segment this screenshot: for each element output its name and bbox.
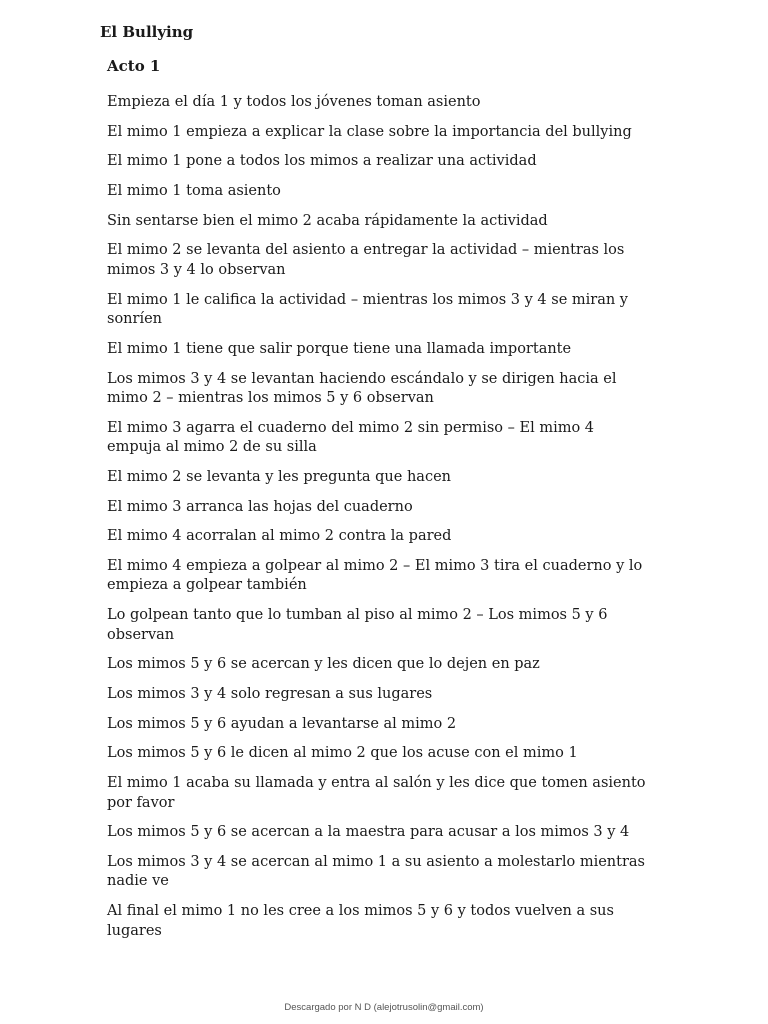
download-footer: Descargado por N D (alejotrusolin@gmail.com) <box>284 1002 484 1013</box>
script-line: Los mimos 5 y 6 le dicen al mimo 2 que los acuse con el mimo 1 <box>107 745 578 762</box>
script-line: El mimo 1 pone a todos los mimos a realizar una actividad <box>107 153 537 170</box>
document-title: El Bullying <box>100 23 194 41</box>
script-line: El mimo 2 se levanta y les pregunta que hacen <box>107 468 451 485</box>
script-line: Los mimos 3 y 4 solo regresan a sus lugares <box>107 686 433 702</box>
script-line: El mimo 4 acorralan al mimo 2 contra la pared <box>107 528 452 545</box>
script-line: El mimo 3 agarra el cuaderno del mimo 2 sin permiso – El mimo 4 empuja al mimo 2 de su silla <box>107 419 595 456</box>
script-line: Los mimos 5 y 6 se acercan a la maestra para acusar a los mimos 3 y 4 <box>107 824 630 841</box>
script-line: Los mimos 3 y 4 se levantan haciendo escándalo y se dirigen hacia el mimo 2 – mientras los mimos 5 y 6 observan <box>107 370 617 406</box>
script-line: Los mimos 5 y 6 se acercan y les dicen que lo dejen en paz <box>107 656 540 673</box>
script-line: El mimo 1 toma asiento <box>107 183 281 200</box>
script-line: El mimo 3 arranca las hojas del cuaderno <box>107 498 413 515</box>
script-line: El mimo 1 acaba su llamada y entra al salón y les dice que tomen asiento por favor <box>107 775 646 811</box>
script-line: Los mimos 5 y 6 ayudan a levantarse al mimo 2 <box>107 715 457 732</box>
script-line: El mimo 1 le califica la actividad – mientras los mimos 3 y 4 se miran y sonríen <box>107 291 628 328</box>
script-line: El mimo 2 se levanta del asiento a entregar la actividad – mientras los mimos 3 y 4 lo observan <box>107 242 625 278</box>
script-line: Los mimos 3 y 4 se acercan al mimo 1 a su asiento a molestarlo mientras nadie ve <box>107 853 645 890</box>
script-line: Al final el mimo 1 no les cree a los mimos 5 y 6 y todos vuelven a sus lugares <box>107 903 614 939</box>
script-line: El mimo 4 empieza a golpear al mimo 2 – El mimo 3 tira el cuaderno y lo empieza a golpear también <box>107 557 643 594</box>
act-heading: Acto 1 <box>107 57 161 75</box>
script-lines <box>107 93 647 951</box>
script-line: Lo golpean tanto que lo tumban al piso al mimo 2 – Los mimos 5 y 6 observan <box>107 607 608 643</box>
script-line: El mimo 1 tiene que salir porque tiene una llamada importante <box>107 340 572 357</box>
script-line: Empieza el día 1 y todos los jóvenes toman asiento <box>107 94 481 110</box>
script-line: Sin sentarse bien el mimo 2 acaba rápidamente la actividad <box>107 212 548 229</box>
script-line: El mimo 1 empieza a explicar la clase sobre la importancia del bullying <box>107 123 632 140</box>
